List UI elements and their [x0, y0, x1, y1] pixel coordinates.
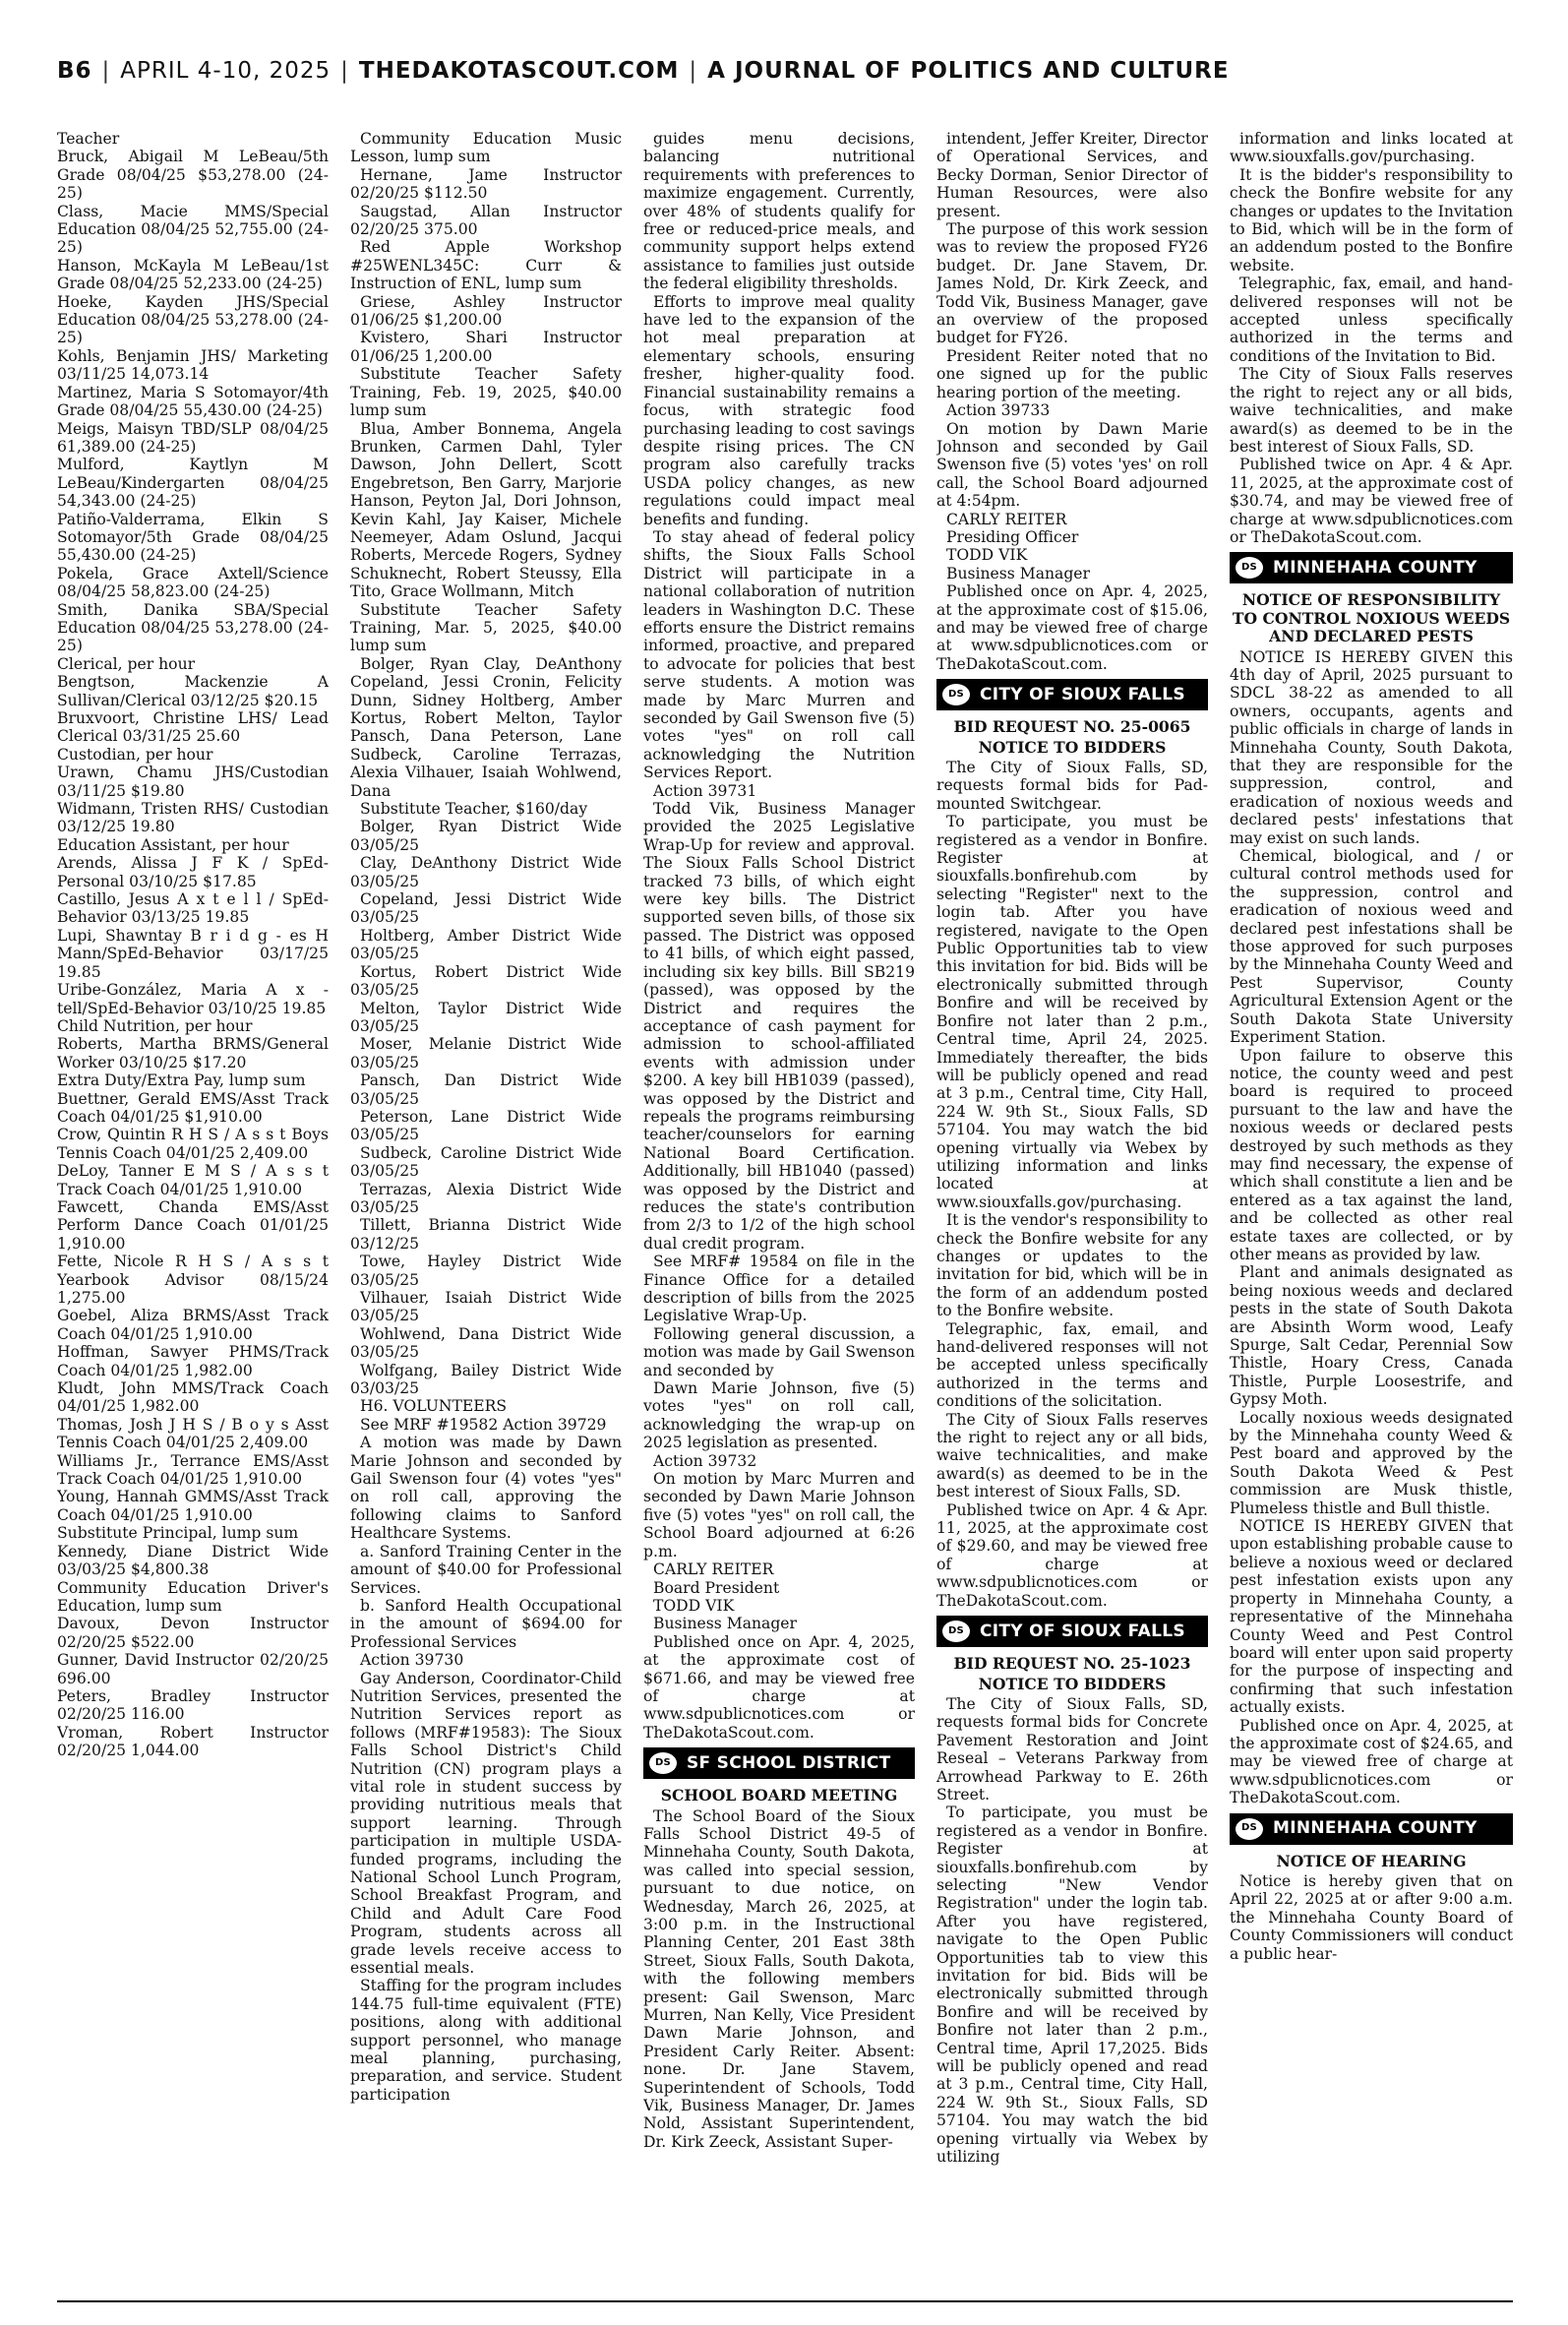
- notice-paragraph: Published once on Apr. 4, 2025, at the approximate cost of $15.06, and may be viewed free of charge at www.sdpublicnotices.com or TheDakotaScout.com.: [936, 582, 1208, 673]
- bottom-rule: [57, 2300, 1513, 2302]
- notice-title: NOTICE OF HEARING: [1276, 1851, 1467, 1870]
- notice-paragraph: The City of Sioux Falls reserves the right to reject any or all bids, waive technicalities, and make award(s) as deemed to be in the best interest of Sioux Falls, SD.: [1230, 365, 1513, 456]
- notice-paragraph: intendent, Jeffer Kreiter, Director of Operational Services, and Becky Dorman, Senior Director of Human Resources, were also present.: [936, 130, 1208, 220]
- roster-entry: Patiño-Valderrama, Elkin S Sotomayor/5th Grade 08/04/25 55,430.00 (24-25): [57, 510, 329, 565]
- column-3: [643, 130, 915, 2299]
- notice-paragraph: Kortus, Robert District Wide 03/05/25: [350, 962, 622, 1000]
- banner-label: MINNEHAHA COUNTY: [1273, 558, 1478, 579]
- notice-paragraph: Action 39733: [946, 401, 1051, 420]
- roster-entry: Class, Macie MMS/Special Education 08/04/25 52,755.00 (24-25): [57, 202, 329, 257]
- notice-paragraph: Tillett, Brianna District Wide 03/12/25: [350, 1216, 622, 1253]
- notice-paragraph: The City of Sioux Falls, SD, requests formal bids for Pad-mounted Switchgear.: [936, 759, 1208, 813]
- scout-logo-icon: DS: [1236, 557, 1263, 579]
- notice-subtitle: NOTICE TO BIDDERS: [978, 1674, 1167, 1693]
- column-1: [57, 130, 329, 2299]
- section-banner-minnehaha-county: [1230, 552, 1513, 583]
- notice-paragraph: Gay Anderson, Coordinator-Child Nutrition Services, presented the Nutrition Services report as follows (MRF#19583): The Sioux Falls School District's Child Nutrition (CN) program plays a vital role in student success by providing nutritious meals that support learning. Through participation in multiple USDA-funded programs, including the National School Lunch Program, School Breakfast Program, and Child and Adult Care Food Program, students across all grade levels receive access to essential meals.: [350, 1669, 622, 1978]
- notice-title: BID REQUEST NO. 25-1023: [953, 1654, 1191, 1674]
- notice-paragraph: Community Education Music Lesson, lump sum: [350, 130, 622, 166]
- notice-paragraph: To participate, you must be registered as a vendor in Bonfire. Register at siouxfalls.bonfirehub.com by selecting "New Vendor Registration" under the login tab. After you have registered, navigate to the Open Public Opportunities tab to view this invitation for bid. Bids will be electronically submitted through Bonfire and will be received by Bonfire not later than 2 p.m., Central time, April 17,2025. Bids will be publicly opened and read at 3 p.m., Central time, City Hall, 224 W. 9th St., Sioux Falls, SD 57104. You may watch the bid opening virtually via Webex by utilizing: [936, 1804, 1208, 2167]
- notice-paragraph: Kvistero, Shari Instructor 01/06/25 1,200.00: [350, 329, 622, 365]
- header-separator: |: [101, 58, 111, 84]
- scout-logo-icon: DS: [1236, 1818, 1263, 1840]
- roster-entry: Kludt, John MMS/Track Coach 04/01/25 1,982.00: [57, 1379, 329, 1416]
- notice-paragraph: Moser, Melanie District Wide 03/05/25: [350, 1035, 622, 1071]
- page-number: B6: [57, 58, 92, 84]
- notice-paragraph: Business Manager: [653, 1615, 797, 1633]
- notice-paragraph: NOTICE IS HEREBY GIVEN this 4th day of April, 2025 pursuant to SDCL 38-22 as amended to all owners, occupants, agents and public officials in charge of lands in Minnehaha County, South Dakota, that they are responsible for the suppression, control, and eradication of noxious weeds and declared pests' infestations that may exist on such lands.: [1230, 647, 1513, 847]
- roster-entry: Child Nutrition, per hour: [57, 1016, 253, 1035]
- notice-paragraph: Telegraphic, fax, email, and hand-delivered responses will not be accepted unless specifically authorized in the terms and conditions of the solicitation.: [936, 1319, 1208, 1411]
- notice-paragraph: Sudbeck, Caroline District Wide 03/05/25: [350, 1143, 622, 1181]
- notice-paragraph: Todd Vik, Business Manager provided the 2025 Legislative Wrap-Up for review and approval. The Sioux Falls School District tracked 73 bills, of which eight were key bills. The District supported seven bills, of those six passed. The District was opposed to 41 bills, of which eight passed, including six key bills. Bill SB219 (passed), was opposed by the District and requires the acceptance of cash payment for admission to school-affiliated events with admission under $200. A key bill HB1039 (passed), was opposed by the District and repeals the programs reimbursing teacher/counselors for earning National Board Certification. Additionally, bill HB1040 (passed) was opposed by the District and reduces the state's contribution from 2/3 to 1/2 of the high school dual credit program.: [643, 800, 915, 1253]
- roster-entry: Bruck, Abigail M LeBeau/5th Grade 08/04/25 $53,278.00 (24-25): [57, 148, 329, 203]
- roster-entry: Hoffman, Sawyer PHMS/Track Coach 04/01/25 1,982.00: [57, 1343, 329, 1379]
- notice-paragraph: Griese, Ashley Instructor 01/06/25 $1,200.00: [350, 292, 622, 330]
- notice-subtitle: NOTICE TO BIDDERS: [978, 737, 1167, 757]
- notice-paragraph: Hernane, Jame Instructor 02/20/25 $112.50: [350, 165, 622, 203]
- notice-paragraph: It is the bidder's responsibility to check the Bonfire website for any changes or updates to the Invitation to Bid, which will be in the form of an addendum posted to the Bonfire website.: [1230, 165, 1513, 275]
- banner-label: SF SCHOOL DISTRICT: [687, 1752, 891, 1773]
- notice-paragraph: Notice is hereby given that on April 22, 2025 at or after 9:00 a.m. the Minnehaha County Board of County Commissioners will conduct a public hear-: [1230, 1871, 1513, 1963]
- section-banner-city-of-sioux-falls: [936, 679, 1208, 710]
- notice-paragraph: The City of Sioux Falls, SD, requests formal bids for Concrete Pavement Restoration and Joint Reseal – Veterans Parkway from Arrowhead Parkway to E. 26th Street.: [936, 1694, 1208, 1804]
- header-separator: |: [340, 58, 349, 84]
- roster-entry: Roberts, Martha BRMS/General Worker 03/10/25 $17.20: [57, 1035, 329, 1071]
- notice-paragraph: Clay, DeAnthony District Wide 03/05/25: [350, 854, 622, 890]
- roster-entry: Mulford, Kaytlyn M LeBeau/Kindergarten 08/04/25 54,343.00 (24-25): [57, 456, 329, 511]
- roster-entry: Davoux, Devon Instructor 02/20/25 $522.00: [57, 1615, 329, 1651]
- notice-paragraph: Holtberg, Amber District Wide 03/05/25: [350, 926, 622, 963]
- notice-paragraph: Telegraphic, fax, email, and hand-delivered responses will not be accepted unless specifically authorized in the terms and conditions of the Invitation to Bid.: [1230, 275, 1513, 365]
- roster-entry: Peters, Bradley Instructor 02/20/25 116.00: [57, 1686, 329, 1724]
- section-banner-sf-school-district: [643, 1747, 915, 1779]
- notice-paragraph: The School Board of the Sioux Falls School District 49-5 of Minnehaha County, South Dakota, was called into special session, pursuant to due notice, on Wednesday, March 26, 2025, at 3:00 p.m. in the Instructional Planning Center, 201 East 38th Street, Sioux Falls, South Dakota, with the following members present: Gail Swenson, Marc Murren, Nan Kelly, Vice President Dawn Marie Johnson, and President Carly Reiter. Absent: none. Dr. Jane Stavem, Superintendent of Schools, Todd Vik, Business Manager, Dr. James Nold, Assistant Superintendent, Dr. Kirk Zeeck, Assistant Super-: [643, 1806, 915, 2151]
- notice-paragraph: CARLY REITER: [946, 510, 1067, 528]
- tagline: A JOURNAL OF POLITICS AND CULTURE: [707, 58, 1230, 84]
- roster-entry: Arends, Alissa J F K / SpEd-Personal 03/10/25 $17.85: [57, 854, 329, 890]
- notice-title: BID REQUEST NO. 25-0065: [953, 717, 1191, 737]
- roster-entry: Hanson, McKayla M LeBeau/1st Grade 08/04/25 52,233.00 (24-25): [57, 256, 329, 293]
- notice-paragraph: Melton, Taylor District Wide 03/05/25: [350, 999, 622, 1035]
- notice-paragraph: Upon failure to observe this notice, the county weed and pest board is required to proceed pursuant to the law and have the noxious weeds or declared pests destroyed by such methods as they may find necessary, the expense of which shall constitute a lien and be entered as a tax against the land, and be collected as other real estate taxes are collected, or by other means as provided by law.: [1230, 1046, 1513, 1263]
- roster-entry: Teacher: [57, 130, 120, 148]
- notice-paragraph: Towe, Hayley District Wide 03/05/25: [350, 1253, 622, 1289]
- roster-entry: Buettner, Gerald EMS/Asst Track Coach 04/01/25 $1,910.00: [57, 1089, 329, 1126]
- notice-paragraph: Plant and animals designated as being noxious weeds and declared pests in the state of South Dakota are Absinth Worm wood, Leafy Spurge, Salt Cedar, Perennial Sow Thistle, Hoary Cress, Canada Thistle, Purple Loosestrife, and Gypsy Moth.: [1230, 1263, 1513, 1409]
- notice-paragraph: See MRF# 19584 on file in the Finance Office for a detailed description of bills from the 2025 Legislative Wrap-Up.: [643, 1253, 915, 1325]
- roster-entry: Community Education Driver's Education, lump sum: [57, 1578, 329, 1615]
- site-name[interactable]: THEDAKOTASCOUT.COM: [358, 58, 680, 84]
- notice-title: NOTICE OF RESPONSIBILITY TO CONTROL NOXIOUS WEEDS AND DECLARED PESTS: [1232, 590, 1511, 646]
- notice-paragraph: Action 39731: [653, 781, 757, 800]
- notice-paragraph: To participate, you must be registered as a vendor in Bonfire. Register at siouxfalls.bonfirehub.com by selecting "Register" next to the login tab. After you have registered, navigate to the Open Public Opportunities tab to view this invitation for bid. Bids will be electronically submitted through Bonfire and will be received by Bonfire not later than 2 p.m., Central time, April 24, 2025. Immediately thereafter, the bids will be publicly opened and read at 3 p.m., Central time, City Hall, 224 W. 9th St., Sioux Falls, SD 57104. You may watch the bid opening virtually via Webex by utilizing information and links located at www.siouxfalls.gov/purchasing.: [936, 813, 1208, 1211]
- notice-paragraph: Vilhauer, Isaiah District Wide 03/05/25: [350, 1289, 622, 1325]
- notice-paragraph: Wolfgang, Bailey District Wide 03/03/25: [350, 1361, 622, 1398]
- notice-paragraph: Substitute Teacher Safety Training, Feb. 19, 2025, $40.00 lump sum: [350, 365, 622, 420]
- roster-entry: Williams Jr., Terrance EMS/Asst Track Coach 04/01/25 1,910.00: [57, 1451, 329, 1489]
- notice-paragraph: Published once on Apr. 4, 2025, at the approximate cost of $24.65, and may be viewed free of charge at www.sdpublicnotices.com or TheDakotaScout.com.: [1230, 1716, 1513, 1807]
- notice-paragraph: TODD VIK: [946, 546, 1028, 565]
- header-separator: |: [689, 58, 698, 84]
- roster-entry: Vroman, Robert Instructor 02/20/25 1,044.00: [57, 1723, 329, 1760]
- notice-paragraph: Presiding Officer: [946, 527, 1079, 546]
- notice-paragraph: The purpose of this work session was to review the proposed FY26 budget. Dr. Jane Stavem, Dr. James Nold, Dr. Kirk Zeeck, and Todd Vik, Business Manager, gave an overview of the proposed budget for FY26.: [936, 220, 1208, 347]
- notice-paragraph: Substitute Teacher, $160/day: [360, 800, 588, 819]
- notice-paragraph: Copeland, Jessi District Wide 03/05/25: [350, 890, 622, 927]
- notice-paragraph: NOTICE IS HEREBY GIVEN that upon establishing probable cause to believe a noxious weed or declared pest infestation exists upon any property in Minnehaha County, a representative of the Minnehaha County Weed and Pest Control board will enter upon said property for the purpose of inspecting and confirming that such infestation actually exists.: [1230, 1517, 1513, 1717]
- notice-paragraph: Dawn Marie Johnson, five (5) votes "yes" on roll call, acknowledging the wrap-up on 2025 legislation as presented.: [643, 1379, 915, 1452]
- notice-paragraph: Published once on Apr. 4, 2025, at the approximate cost of $671.66, and may be viewed free of charge at www.sdpublicnotices.com or TheDakotaScout.com.: [643, 1632, 915, 1742]
- notice-paragraph: Red Apple Workshop #25WENL345C: Curr & Instruction of ENL, lump sum: [350, 238, 622, 293]
- notice-paragraph: Bolger, Ryan District Wide 03/05/25: [350, 818, 622, 854]
- scout-logo-icon: DS: [942, 684, 970, 705]
- notice-paragraph: Locally noxious weeds designated by the Minnehaha county Weed & Pest board and approved by the South Dakota Weed & Pest commission are Musk thistle, Plumeless thistle and Bull thistle.: [1230, 1408, 1513, 1517]
- notice-paragraph: Efforts to improve meal quality have led to the expansion of the hot meal preparation at elementary schools, ensuring fresher, higher-quality food. Financial sustainability remains a focus, with strategic food purchasing leading to cost savings despite rising prices. The CN program also carefully tracks USDA policy changes, as new regulations could impact meal benefits and funding.: [643, 292, 915, 528]
- notice-paragraph: Terrazas, Alexia District Wide 03/05/25: [350, 1180, 622, 1216]
- roster-entry: Uribe-González, Maria A x - tell/SpEd-Behavior 03/10/25 19.85: [57, 981, 329, 1017]
- roster-entry: Goebel, Aliza BRMS/Asst Track Coach 04/01/25 1,910.00: [57, 1307, 329, 1343]
- notice-paragraph: information and links located at www.siouxfalls.gov/purchasing.: [1230, 130, 1513, 166]
- roster-entry: Bruxvoort, Christine LHS/ Lead Clerical 03/31/25 25.60: [57, 709, 329, 746]
- notice-paragraph: TODD VIK: [653, 1596, 735, 1615]
- scout-logo-icon: DS: [649, 1752, 677, 1774]
- issue-date: APRIL 4-10, 2025: [120, 58, 332, 84]
- banner-label: CITY OF SIOUX FALLS: [980, 684, 1185, 704]
- notice-paragraph: Following general discussion, a motion was made by Gail Swenson and seconded by: [643, 1324, 915, 1379]
- notice-paragraph: Published twice on Apr. 4 & Apr. 11, 2025, at the approximate cost of $30.74, and may be viewed free of charge at www.sdpublicnotices.com or TheDakotaScout.com.: [1230, 456, 1513, 546]
- notice-paragraph: Action 39730: [360, 1651, 464, 1670]
- column-5: [1230, 130, 1513, 2299]
- notice-paragraph: Substitute Teacher Safety Training, Mar. 5, 2025, $40.00 lump sum: [350, 600, 622, 655]
- scout-logo-icon: DS: [942, 1621, 970, 1642]
- roster-entry: Lupi, Shawntay B r i d g - es H Mann/SpEd-Behavior 03/17/25 19.85: [57, 926, 329, 981]
- roster-entry: Widmann, Tristen RHS/ Custodian 03/12/25 19.80: [57, 800, 329, 836]
- notice-paragraph: Published twice on Apr. 4 & Apr. 11, 2025, at the approximate cost of $29.60, and may be viewed free of charge at www.sdpublicnotices.com or TheDakotaScout.com.: [936, 1500, 1208, 1610]
- page-header: [57, 49, 1513, 92]
- roster-entry: Pokela, Grace Axtell/Science 08/04/25 58,823.00 (24-25): [57, 564, 329, 601]
- notice-paragraph: Board President: [653, 1578, 780, 1597]
- notice-title: SCHOOL BOARD MEETING: [660, 1786, 898, 1805]
- roster-entry: Substitute Principal, lump sum: [57, 1524, 299, 1543]
- notice-paragraph: On motion by Dawn Marie Johnson and seconded by Gail Swenson five (5) votes 'yes' on roll call, the School Board adjourned at 4:54pm.: [936, 419, 1208, 511]
- notice-paragraph: guides menu decisions, balancing nutritional requirements with preferences to maximize engagement. Currently, over 48% of students qualify for free or reduced-price meals, and community support helps extend assistance to families just outside the federal eligibility thresholds.: [643, 130, 915, 293]
- notice-paragraph: CARLY REITER: [653, 1560, 774, 1579]
- notice-paragraph: Wohlwend, Dana District Wide 03/05/25: [350, 1324, 622, 1362]
- notice-paragraph: b. Sanford Health Occupational in the amount of $694.00 for Professional Services: [350, 1596, 622, 1651]
- column-4: [936, 130, 1208, 2299]
- notice-paragraph: Chemical, biological, and / or cultural control methods used for the suppression, control and eradication of noxious weed and declared pest infestations shall be those approved for such purposes by the Minnehaha County Weed and Pest Supervisor, County Agricultural Extension Agent or the South Dakota State University Experiment Station.: [1230, 847, 1513, 1047]
- notice-paragraph: Staffing for the program includes 144.75 full-time equivalent (FTE) positions, along with additional support personnel, who manage meal planning, purchasing, preparation, and service. Student participation: [350, 1977, 622, 2104]
- roster-entry: Young, Hannah GMMS/Asst Track Coach 04/01/25 1,910.00: [57, 1488, 329, 1524]
- roster-entry: Fawcett, Chanda EMS/Asst Perform Dance Coach 01/01/25 1,910.00: [57, 1197, 329, 1253]
- roster-entry: Gunner, David Instructor 02/20/25 696.00: [57, 1651, 329, 1687]
- notice-paragraph: Bolger, Ryan Clay, DeAnthony Copeland, Jessi Cronin, Felicity Dunn, Sidney Holtberg, Amber Kortus, Robert Melton, Taylor Pansch, Dana Peterson, Lane Sudbeck, Caroline Terrazas, Alexia Vilhauer, Isaiah Wohlwend, Dana: [350, 654, 622, 800]
- banner-label: MINNEHAHA COUNTY: [1273, 1818, 1478, 1839]
- banner-label: CITY OF SIOUX FALLS: [980, 1621, 1185, 1641]
- section-banner-minnehaha-county: [1230, 1813, 1513, 1845]
- roster-entry: Fette, Nicole R H S / A s s t Yearbook Advisor 08/15/24 1,275.00: [57, 1253, 329, 1307]
- notice-paragraph: The City of Sioux Falls reserves the right to reject any or all bids, waive technicalities, and make award(s) as deemed to be in the best interest of Sioux Falls, SD.: [936, 1410, 1208, 1501]
- notice-paragraph: It is the vendor's responsibility to check the Bonfire website for any changes or updates to the invitation for bid, which will be in the form of an addendum posted to the Bonfire website.: [936, 1211, 1208, 1320]
- roster-entry: DeLoy, Tanner E M S / A s s t Track Coach 04/01/25 1,910.00: [57, 1162, 329, 1198]
- notice-paragraph: a. Sanford Training Center in the amount of $40.00 for Professional Services.: [350, 1542, 622, 1597]
- notice-paragraph: Business Manager: [946, 564, 1090, 582]
- roster-entry: Castillo, Jesus A x t e l l / SpEd-Behavior 03/13/25 19.85: [57, 890, 329, 927]
- roster-entry: Smith, Danika SBA/Special Education 08/04/25 53,278.00 (24-25): [57, 600, 329, 655]
- notice-paragraph: See MRF #19582 Action 39729: [360, 1415, 607, 1434]
- notice-paragraph: President Reiter noted that no one signed up for the public hearing portion of the meeting.: [936, 346, 1208, 401]
- roster-entry: Meigs, Maisyn TBD/SLP 08/04/25 61,389.00 (24-25): [57, 419, 329, 456]
- notice-paragraph: Blua, Amber Bonnema, Angela Brunken, Carmen Dahl, Tyler Dawson, John Dellert, Scott Engebretson, Ben Garry, Marjorie Hanson, Peyton Jal, Dori Johnson, Kevin Kahl, Jay Kaiser, Michele Neemeyer, Adam Oslund, Jacqui Roberts, Mercede Rogers, Sydney Schuknecht, Robert Steussy, Ella Tito, Grace Wollmann, Mitch: [350, 419, 622, 601]
- roster-entry: Education Assistant, per hour: [57, 835, 289, 854]
- roster-entry: Kohls, Benjamin JHS/ Marketing 03/11/25 14,073.14: [57, 346, 329, 384]
- roster-entry: Clerical, per hour: [57, 654, 196, 673]
- notice-paragraph: H6. VOLUNTEERS: [360, 1397, 508, 1416]
- notice-paragraph: On motion by Marc Murren and seconded by Dawn Marie Johnson five (5) votes "yes" on roll call, the School Board adjourned at 6:26 p.m.: [643, 1470, 915, 1560]
- roster-entry: Bengtson, Mackenzie A Sullivan/Clerical 03/12/25 $20.15: [57, 673, 329, 709]
- roster-entry: Custodian, per hour: [57, 745, 213, 764]
- notice-paragraph: Peterson, Lane District Wide 03/05/25: [350, 1107, 622, 1144]
- roster-entry: Kennedy, Diane District Wide 03/03/25 $4,800.38: [57, 1542, 329, 1579]
- notice-paragraph: Pansch, Dan District Wide 03/05/25: [350, 1071, 622, 1108]
- notice-paragraph: To stay ahead of federal policy shifts, the Sioux Falls School District will participate in a national collaboration of nutrition leaders in Washington D.C. These efforts ensure the District remains informed, proactive, and prepared to advocate for policies that best serve students. A motion was made by Marc Murren and seconded by Gail Swenson five (5) votes "yes" on roll call acknowledging the Nutrition Services Report.: [643, 527, 915, 782]
- notice-paragraph: A motion was made by Dawn Marie Johnson and seconded by Gail Swenson four (4) votes "yes" on roll call, approving the following claims to Sanford Healthcare Systems.: [350, 1434, 622, 1543]
- roster-entry: Thomas, Josh J H S / B o y s Asst Tennis Coach 04/01/25 2,409.00: [57, 1415, 329, 1452]
- notices-page: [57, 130, 1513, 2299]
- roster-entry: Martinez, Maria S Sotomayor/4th Grade 08/04/25 55,430.00 (24-25): [57, 383, 329, 420]
- roster-entry: Hoeke, Kayden JHS/Special Education 08/04/25 53,278.00 (24-25): [57, 292, 329, 347]
- notice-paragraph: Action 39732: [653, 1451, 757, 1470]
- column-2: [350, 130, 622, 2299]
- section-banner-city-of-sioux-falls: [936, 1616, 1208, 1647]
- roster-entry: Urawn, Chamu JHS/Custodian 03/11/25 $19.80: [57, 764, 329, 800]
- roster-entry: Crow, Quintin R H S / A s s t Boys Tennis Coach 04/01/25 2,409.00: [57, 1126, 329, 1162]
- roster-entry: Extra Duty/Extra Pay, lump sum: [57, 1071, 306, 1090]
- notice-paragraph: Saugstad, Allan Instructor 02/20/25 375.00: [350, 202, 622, 239]
